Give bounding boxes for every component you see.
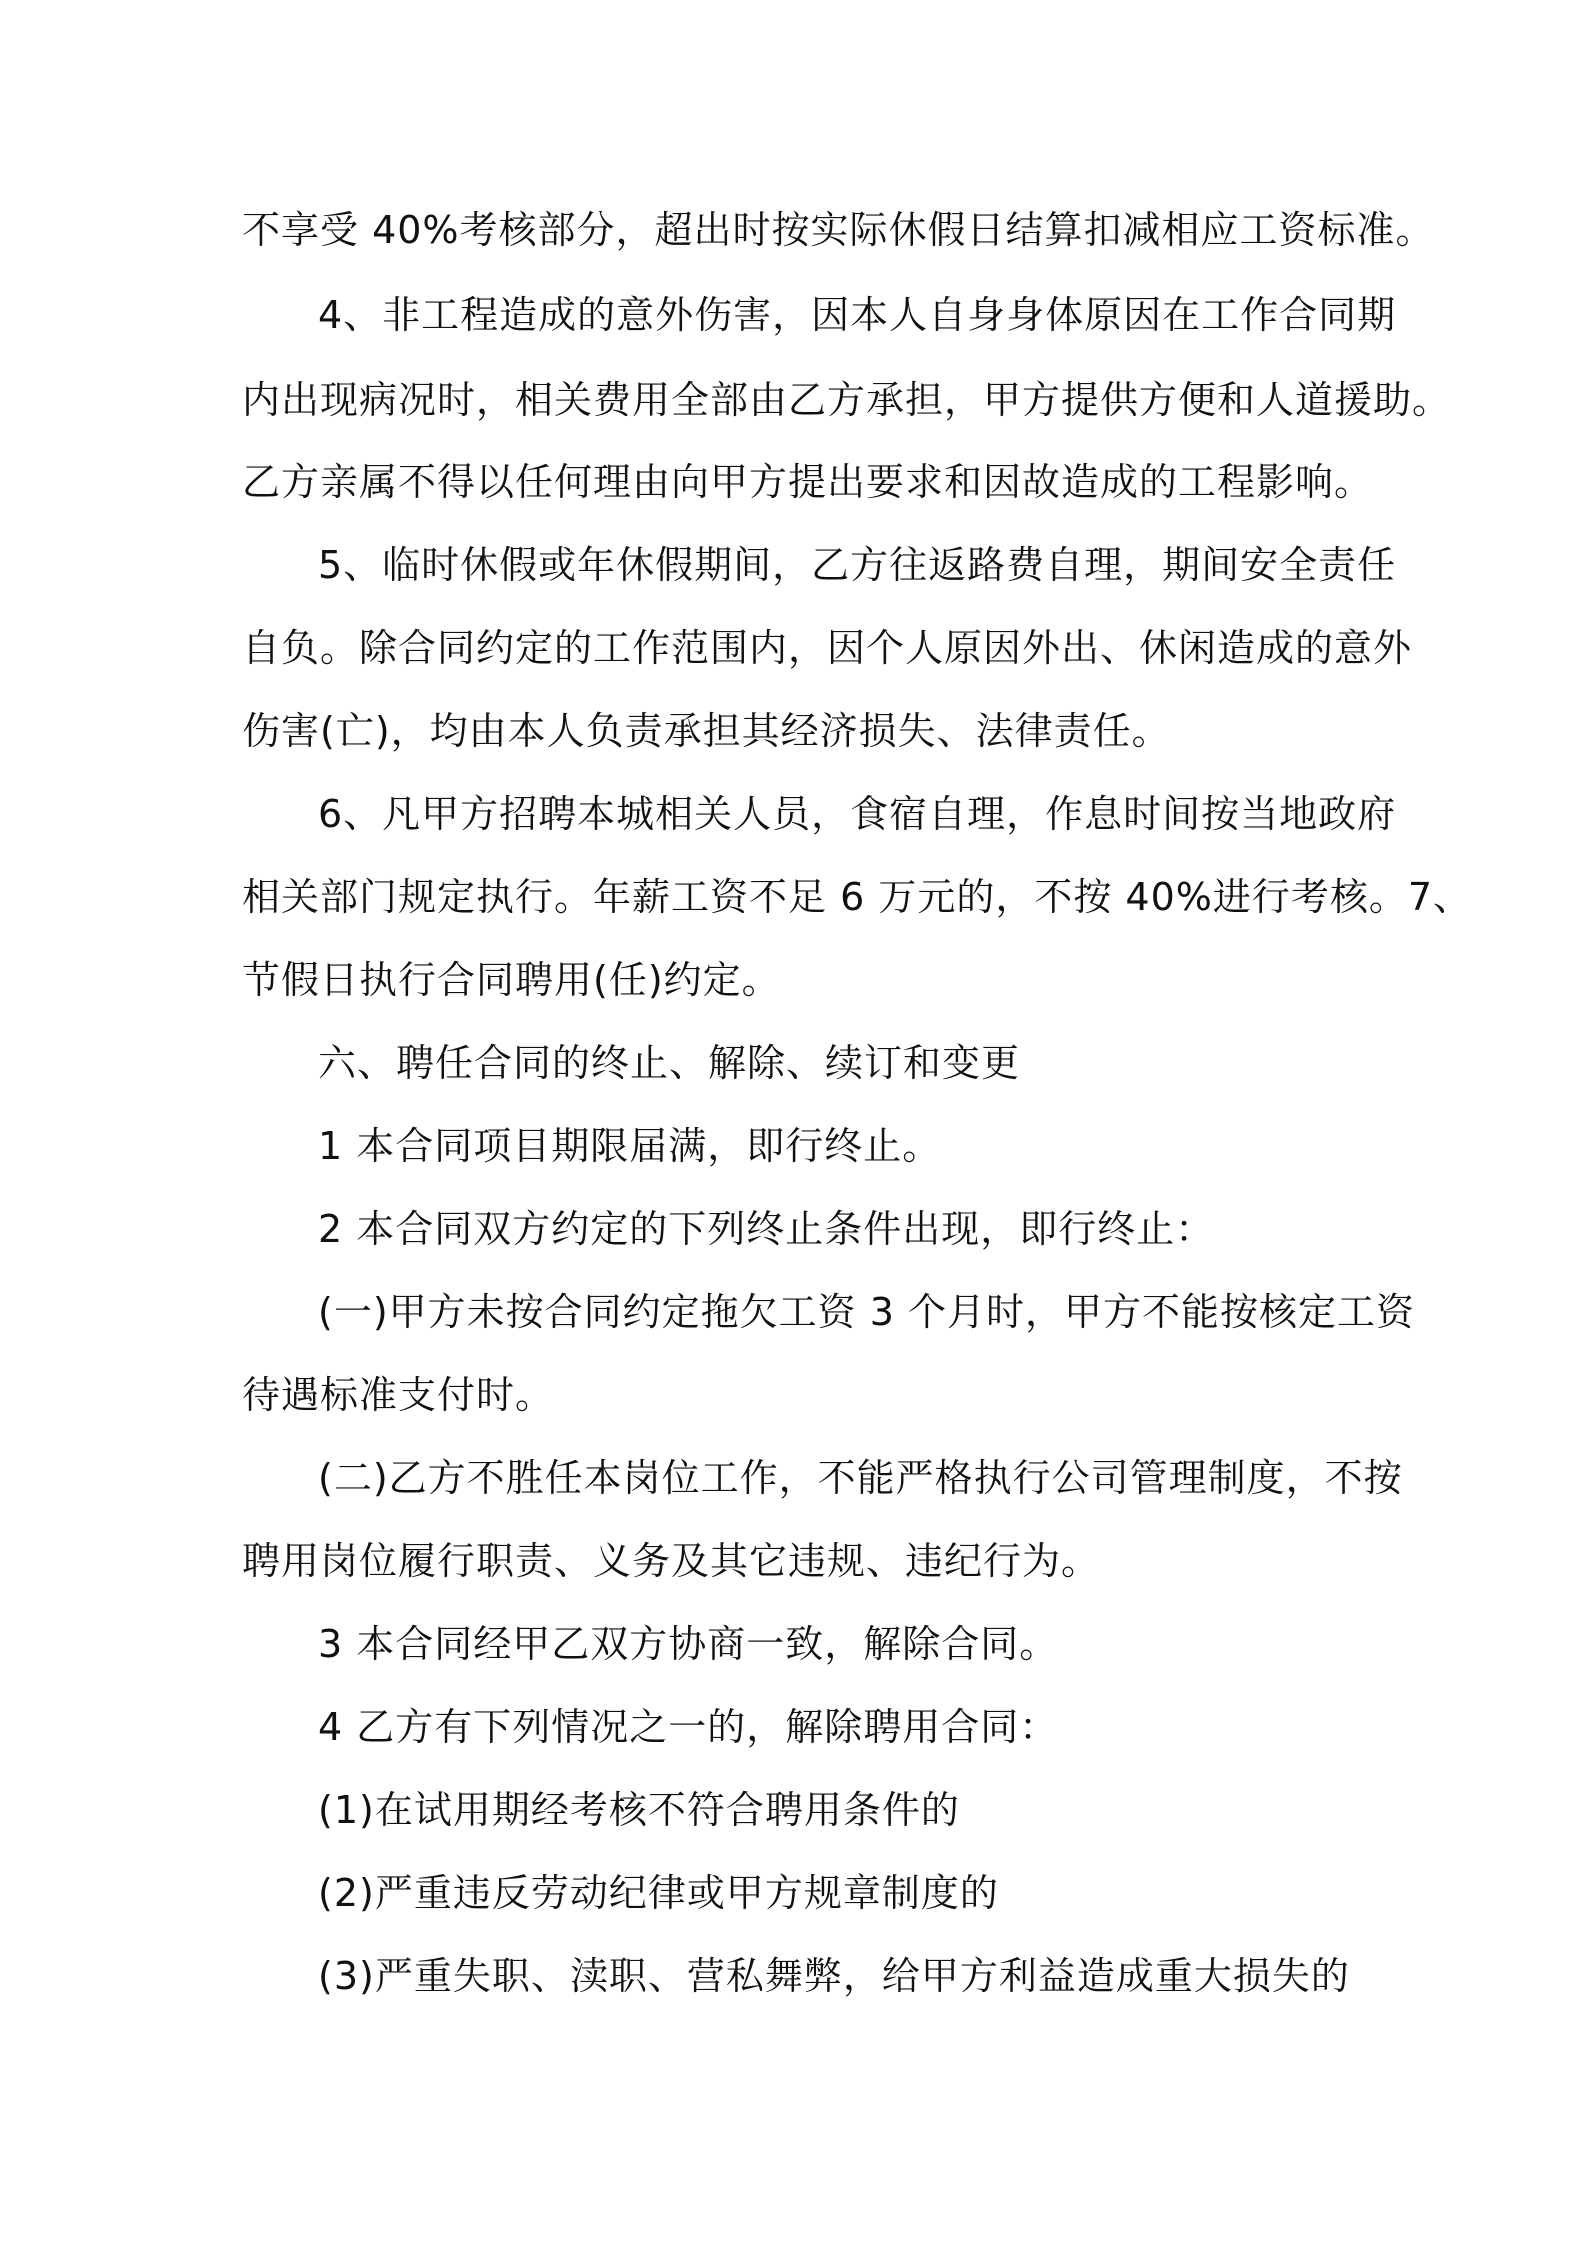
text-line: 4、非工程造成的意外伤害，因本人自身身体原因在工作合同期 xyxy=(318,293,1397,337)
text-line: 4 乙方有下列情况之一的，解除聘用合同： xyxy=(318,1705,1059,1749)
text-line: 6、凡甲方招聘本城相关人员，食宿自理，作息时间按当地政府 xyxy=(318,792,1397,836)
text-line: (二)乙方不胜任本岗位工作，不能严格执行公司管理制度，不按 xyxy=(318,1456,1403,1500)
text-line: 节假日执行合同聘用(任)约定。 xyxy=(242,958,781,1002)
text-line: 不享受 40%考核部分，超出时按实际休假日结算扣减相应工资标准。 xyxy=(242,208,1435,252)
text-line: 3 本合同经甲乙双方协商一致，解除合同。 xyxy=(318,1622,1059,1666)
text-line: 伤害(亡)，均由本人负责承担其经济损失、法律责任。 xyxy=(242,709,1171,753)
text-line: (3)严重失职、渎职、营私舞弊，给甲方利益造成重大损失的 xyxy=(318,1954,1350,1998)
text-line: (一)甲方未按合同约定拖欠工资 3 个月时，甲方不能按核定工资 xyxy=(318,1290,1415,1334)
section-heading: 六、聘任合同的终止、解除、续订和变更 xyxy=(318,1041,1021,1085)
text-line: 乙方亲属不得以任何理由向甲方提出要求和因故造成的工程影响。 xyxy=(242,460,1374,504)
text-line: 待遇标准支付时。 xyxy=(242,1373,555,1417)
text-line: 5、临时休假或年休假期间，乙方往返路费自理，期间安全责任 xyxy=(318,543,1397,587)
text-line: 1 本合同项目期限届满，即行终止。 xyxy=(318,1124,942,1168)
text-line: (2)严重违反劳动纪律或甲方规章制度的 xyxy=(318,1871,999,1915)
text-line: 2 本合同双方约定的下列终止条件出现，即行终止： xyxy=(318,1207,1215,1251)
text-line: 聘用岗位履行职责、义务及其它违规、违纪行为。 xyxy=(242,1539,1101,1583)
text-line: 相关部门规定执行。年薪工资不足 6 万元的，不按 40%进行考核。7、 xyxy=(242,875,1473,919)
text-line: (1)在试用期经考核不符合聘用条件的 xyxy=(318,1788,960,1832)
text-line: 自负。除合同约定的工作范围内，因个人原因外出、休闲造成的意外 xyxy=(242,626,1413,670)
text-line: 内出现病况时，相关费用全部由乙方承担，甲方提供方便和人道援助。 xyxy=(242,378,1452,422)
